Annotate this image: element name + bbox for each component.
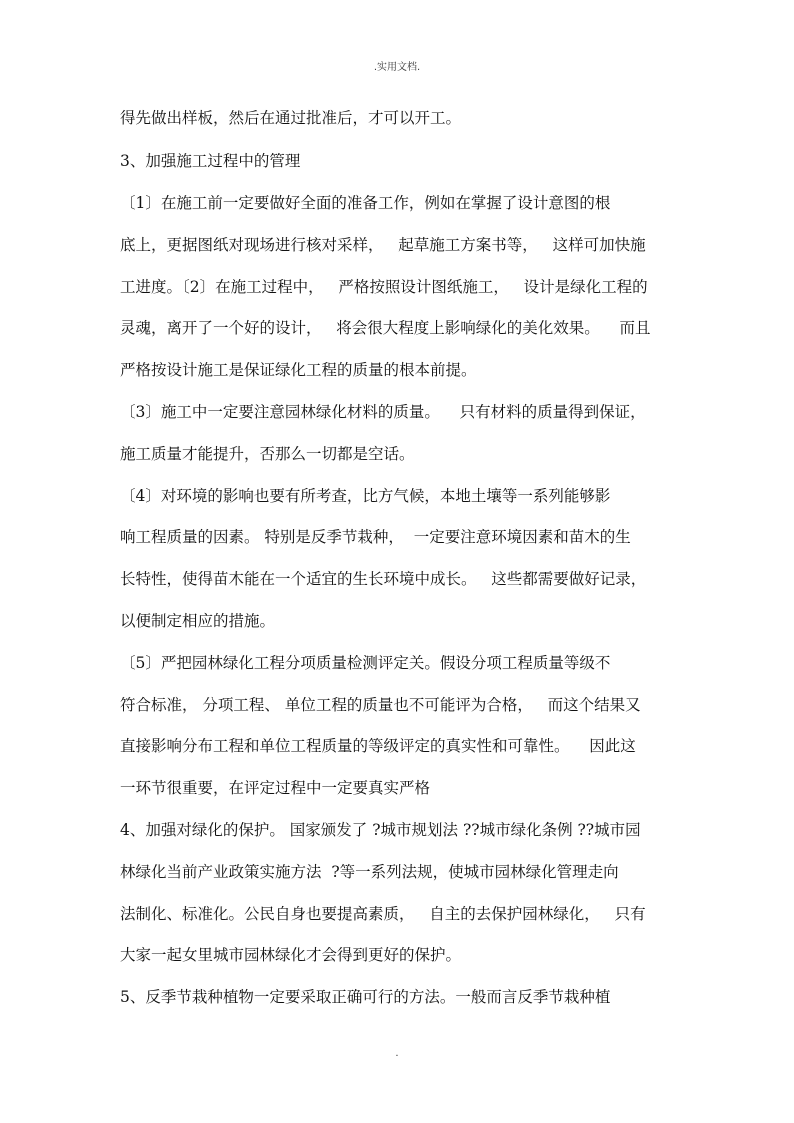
text-line: 严格按设计施工是保证绿化工程的质量的根本前提。 [120, 361, 477, 379]
text-line: 得先做出样板，然后在通过批准后，才可以开工。 [120, 109, 462, 127]
text-line: 林绿化当前产业政策实施方法 ?等一系列法规，使城市园林绿化管理走向 [120, 863, 619, 881]
text-line: 直接影响分布工程和单位工程质量的等级评定的真实性和可靠性。 因此这 [120, 737, 636, 755]
section-heading: 5、反季节栽种植物一定要采取正确可行的方法。一般而言反季节栽种植 [120, 988, 611, 1006]
section-heading: 3、加强施工过程中的管理 [120, 152, 301, 170]
text-line: 施工质量才能提升，否那么一切都是空话。 [120, 445, 415, 463]
text-line: 灵魂，离开了一个好的设计， 将会很大程度上影响绿化的美化效果。 而且 [120, 319, 651, 337]
text-line: 〔4〕对环境的影响也要有所考查，比方气候，本地土壤等一系列能够影 [120, 487, 611, 505]
text-line: 大家一起女里城市园林绿化才会得到更好的保护。 [120, 946, 462, 964]
page-header: .实用文档. [373, 62, 421, 73]
text-line: 以便制定相应的措施。 [120, 612, 276, 630]
text-line: 长特性，使得苗木能在一个适宜的生长环境中成长。 这些都需要做好记录， [120, 570, 647, 588]
text-line: 〔3〕施工中一定要注意园林绿化材料的质量。 只有材料的质量得到保证， [120, 403, 646, 421]
text-line: 响工程质量的因素。 特别是反季节栽种， 一定要注意环境因素和苗木的生 [120, 528, 631, 546]
text-line: 一环节很重要，在评定过程中一定要真实严格 [120, 779, 431, 797]
section-heading: 4、加强对绿化的保护。 国家颁发了 ?城市规划法 ??城市绿化条例 ??城市园 [120, 821, 641, 839]
text-line: 符合标准， 分项工程、 单位工程的质量也不可能评为合格， 而这个结果又 [120, 696, 641, 714]
text-line: 工进度。〔2〕在施工过程中， 严格按照设计图纸施工， 设计是绿化工程的 [120, 278, 648, 296]
text-line: 底上，更据图纸对现场进行核对采样， 起草施工方案书等， 这样可加快施 [120, 236, 646, 254]
text-line: 〔1〕在施工前一定要做好全面的准备工作，例如在掌握了设计意图的根 [120, 194, 611, 212]
text-line: 法制化、标准化。公民自身也要提高素质， 自主的去保护园林绿化， 只有 [120, 905, 646, 923]
text-line: 〔5〕严把园林绿化工程分项质量检测评定关。假设分项工程质量等级不 [120, 654, 611, 672]
page-footer: . [395, 1048, 399, 1059]
